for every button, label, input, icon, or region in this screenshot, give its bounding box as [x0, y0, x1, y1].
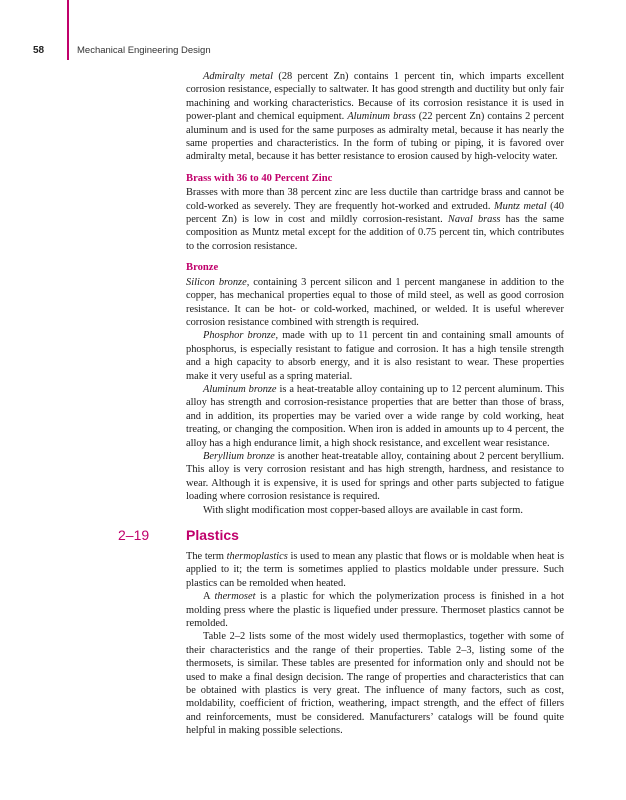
margin-rule — [67, 0, 69, 60]
text: (22 percent Zn) contains 2 percent aluminum and is used for the same purposes as admiralty metal, because it has nearly the same properties and characteristics. In the form of tubing or piping, it is favored over admiralty metal, because it has better resistance to erosion caused by high-velocity water. — [186, 111, 564, 163]
paragraph-aluminum-bronze — [186, 383, 564, 450]
term-silicon-bronze: Silicon bronze, — [186, 276, 250, 288]
text: is a heat-treatable alloy containing up to 12 percent aluminum. This alloy has strength and corrosion-resistance properties that are better than those of brass, and in addition, its properties may be varied over a wide range by cold working, heat treating, or changing the composition. When iron is added in amounts up to 4 percent, the alloy has a high endurance limit, a high shock resistance, and excellent wear resistance. — [186, 383, 564, 449]
text: Brasses with more than 38 percent zinc are less ductile than cartridge brass and cannot be cold-worked as severely. They are frequently hot-worked and extruded. — [186, 187, 564, 212]
text: A — [203, 591, 215, 603]
text: is another heat-treatable alloy, containing about 2 percent beryllium. This alloy is very corrosion resistant and has high strength, hardness, and resistance to wear. Although it is expensive, it is used for springs and other parts subjected to fatigue loading where corrosion resistance is required. — [186, 450, 564, 503]
running-title: Mechanical Engineering Design — [77, 45, 211, 56]
term-phosphor-bronze: Phosphor bronze, — [203, 330, 279, 342]
text: (40 percent Zn) is low in cost and mildly corrosion-resistant. — [186, 200, 564, 226]
heading-brass-36-40: Brass with 36 to 40 Percent Zinc — [186, 172, 333, 184]
heading-bronze: Bronze — [186, 262, 219, 274]
text: containing 3 percent silicon and 1 percent manganese in addition to the copper, has mechanical properties equal to those of mild steel, as well as good corrosion resistance. It can be hot- or cold-worked, machined, or welded. It is useful wherever corrosion resistance combined with strength is required. — [186, 276, 565, 328]
paragraph-thermoplastics — [186, 550, 564, 590]
term-aluminum-brass: Aluminum brass — [347, 111, 416, 123]
term-aluminum-bronze: Aluminum bronze — [203, 383, 277, 395]
text: The term — [186, 551, 227, 562]
body-text — [118, 70, 565, 738]
section-heading — [118, 527, 564, 547]
text: is a plastic for which the polymerization process is finished in a hot molding press where the plastic is liquefied under pressure. Thermoset plastics cannot be remolded. — [186, 591, 564, 630]
page-number: 58 — [33, 45, 45, 56]
paragraph-phosphor-bronze — [186, 329, 564, 383]
paragraph-cast-form: With slight modification most copper-based alloys are available in cast form. — [203, 504, 523, 516]
term-naval-brass: Naval brass — [447, 214, 501, 226]
paragraph-thermoset — [186, 590, 564, 630]
section-number: 2–19 — [118, 527, 150, 543]
term-beryllium-bronze: Beryllium bronze — [203, 450, 275, 462]
paragraph-beryllium-bronze — [186, 450, 564, 504]
term-admiralty-metal: Admiralty metal — [203, 71, 273, 82]
paragraph-silicon-bronze — [186, 276, 564, 330]
text: made with up to 11 percent tin and containing small amounts of phosphorus, is especially resistant to fatigue and corrosion. It has a high tensile strength and a high capacity to absorb energy, and it is also resistant to wear. These properties make it very useful as a spring material. — [186, 330, 565, 382]
paragraph-tables: Table 2–2 lists some of the most widely used thermoplastics, together with some of their characteristics and the range of their properties. Table 2–3, listing some of the thermosets, is similar. These tables are presented for information only and should not be used to make a final design decision. The range of properties and characteristics that can be obtained with plastics is very great. The influence of many factors, such as cost, moldability, coefficient of friction, weathering, impact strength, and the effect of fillers and reinforcements, must be considered. Manufacturers’ catalogs will be found quite helpful in making possible selections. — [186, 631, 564, 737]
paragraph-admiralty — [186, 70, 564, 164]
text: (28 percent Zn) contains 1 percent tin, which imparts excellent corrosion resistance, especially to saltwater. It has good strength and ductility but only fair machining and working characteristics. Because of its corrosion resistance it is used in power-plant and chemical equipment. — [186, 71, 564, 123]
term-thermoset: thermoset — [214, 591, 256, 603]
term-thermoplastics: thermoplastics — [226, 551, 288, 562]
paragraph-brass — [186, 186, 564, 253]
text: is used to mean any plastic that flows or is moldable when heat is applied to it; the term is sometimes applied to plastics moldable under pressure. Such plastics can be remolded when heated. — [186, 551, 565, 589]
term-muntz-metal: Muntz metal — [493, 200, 547, 212]
section-title: Plastics — [186, 527, 239, 543]
text: has the same composition as Muntz metal except for the addition of 0.75 percent tin, which contributes to the corrosion resistance. — [186, 214, 565, 252]
